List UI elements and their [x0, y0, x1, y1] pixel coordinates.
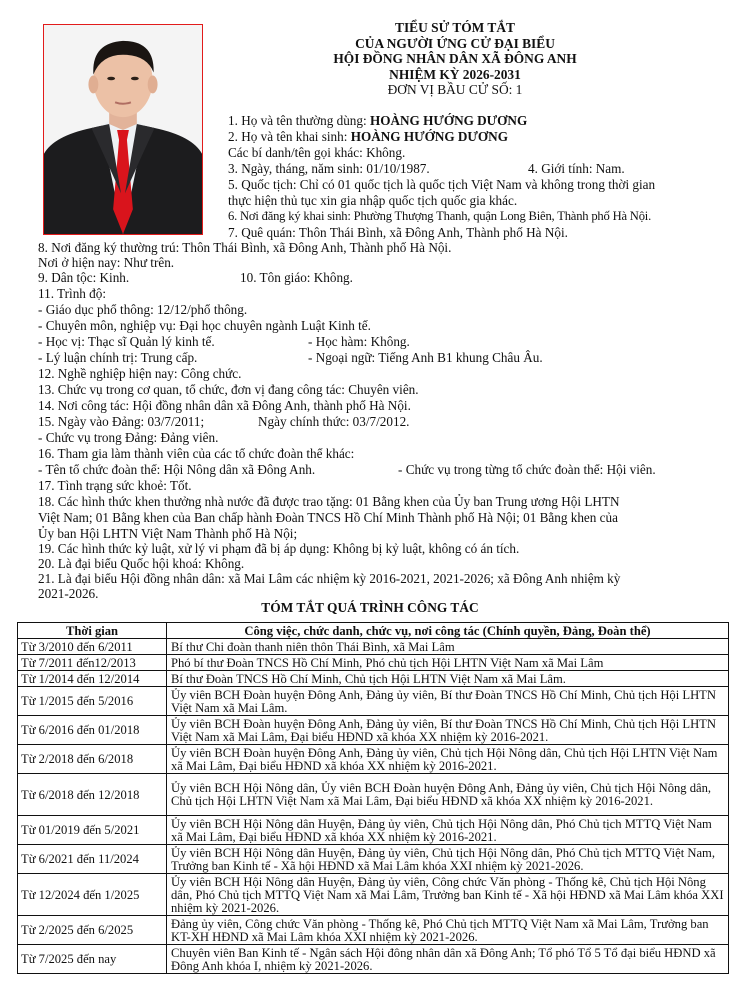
field-health: 17. Tình trạng sức khoẻ: Tốt. [38, 478, 192, 493]
field-organizations-heading: 16. Tham gia làm thành viên của các tổ chức đoàn thể khác: [38, 446, 355, 461]
field-general-education: - Giáo dục phổ thông: 12/12/phổ thông. [38, 302, 248, 317]
row-description: Ủy viên BCH Đoàn huyện Đông Anh, Đảng ủy viên, Chủ tịch Hội Nông dân, Chủ tịch Hội LHTN Việt Nam xã Mai Lâm, Đại biểu HĐND xã khóa XX nhiệm kỳ 2016-2021. [167, 745, 729, 774]
row-description: Ủy viên BCH Đoàn huyện Đông Anh, Đảng ủy viên, Bí thư Đoàn TNCS Hồ Chí Minh, Chủ tịch Hội LHTN Việt Nam xã Mai Lâm. [167, 687, 729, 716]
row-period: Từ 3/2010 đến 6/2011 [18, 639, 167, 655]
table-header-row [18, 623, 729, 639]
row-description: Ủy viên BCH Hội Nông dân Huyện, Đảng ủy viên, Chủ tịch Hội Nông dân, Phó Chủ tịch MTTQ Việt Nam xã Mai Lâm, Đại biểu HĐND xã khóa XX nhiệm kỳ 2016-2021. [167, 816, 729, 845]
work-history-title: TÓM TẮT QUÁ TRÌNH CÔNG TÁC [261, 600, 479, 615]
field-academic-degree: - Học vị: Thạc sĩ Quản lý kinh tế. [38, 334, 215, 349]
field-label: 1. Họ và tên thường dùng: [228, 113, 370, 128]
row-period: Từ 1/2015 đến 5/2016 [18, 687, 167, 716]
field-council-member-line2: 2021-2026. [38, 586, 99, 601]
work-history-table [17, 622, 729, 974]
row-period: Từ 2/2018 đến 6/2018 [18, 745, 167, 774]
table-row [18, 916, 729, 945]
row-description: Đảng ủy viên, Công chức Văn phòng - Thống kê, Phó Chủ tịch MTTQ Việt Nam xã Mai Lâm, Trưởng ban KT-XH HĐND xã Mai Lâm khóa XXI nhiệm kỳ 2021-2026. [167, 916, 729, 945]
table-row [18, 716, 729, 745]
field-discipline: 19. Các hình thức kỷ luật, xử lý vi phạm đã bị áp dụng: Không bị kỷ luật, không có án tích. [38, 541, 520, 556]
row-period: Từ 7/2011 đến12/2013 [18, 655, 167, 671]
field-gender: 4. Giới tính: Nam. [528, 161, 625, 176]
table-row [18, 687, 729, 716]
row-description: Chuyên viên Ban Kinh tế - Ngân sách Hội đông nhân dân xã Đông Anh; Tổ phó Tổ 5 Tổ đại biểu HĐND xã Đông Anh khóa I, nhiệm kỳ 2021-2026. [167, 945, 729, 974]
row-period: Từ 6/2018 đến 12/2018 [18, 774, 167, 816]
row-description: Phó bí thư Đoàn TNCS Hồ Chí Minh, Phó chủ tịch Hội LHTN Việt Nam xã Mai Lâm [167, 655, 729, 671]
row-period: Từ 1/2014 đến 12/2014 [18, 671, 167, 687]
field-party-join-date: 15. Ngày vào Đảng: 03/7/2011; [38, 414, 205, 429]
field-foreign-language: - Ngoại ngữ: Tiếng Anh B1 khung Châu Âu. [308, 350, 543, 365]
table-row [18, 874, 729, 916]
table-row [18, 945, 729, 974]
portrait-illustration [44, 25, 202, 234]
row-period: Từ 2/2025 đến 6/2025 [18, 916, 167, 945]
table-row [18, 671, 729, 687]
row-description: Ủy viên BCH Hội Nông dân, Ủy viên BCH Đoàn huyện Đông Anh, Đảng ủy viên, Chủ tịch Hội Nông dân, Chủ tịch Hội LHTN Việt Nam xã Mai Lâm, Đại biểu HĐND xã khóa XX nhiệm kỳ 2016-2021. [167, 774, 729, 816]
table-row [18, 745, 729, 774]
field-organization-role: - Chức vụ trong từng tổ chức đoàn thể: Hội viên. [398, 462, 656, 477]
table-row [18, 655, 729, 671]
field-occupation: 12. Nghề nghiệp hiện nay: Công chức. [38, 366, 242, 381]
field-party-official-date: Ngày chính thức: 03/7/2012. [258, 414, 410, 429]
field-ethnicity: 9. Dân tộc: Kinh. [38, 270, 130, 285]
column-header-description: Công việc, chức danh, chức vụ, nơi công tác (Chính quyền, Đảng, Đoàn thể) [167, 623, 729, 639]
row-description: Ủy viên BCH Đoàn huyện Đông Anh, Đảng ủy viên, Bí thư Đoàn TNCS Hồ Chí Minh, Chủ tịch Hội LHTN Việt Nam xã Mai Lâm, Đại biểu HĐND xã khóa XX nhiệm kỳ 2016-2021. [167, 716, 729, 745]
field-awards-line1: 18. Các hình thức khen thưởng nhà nước đã được trao tặng: 01 Bằng khen của Ủy ban Trung ương Hội LHTN [38, 494, 620, 509]
field-awards-line3: Ủy ban Hội LHTN Việt Nam Thành phố Hà Nội; [38, 526, 298, 541]
field-education-heading: 11. Trình độ: [38, 286, 107, 301]
table-row [18, 639, 729, 655]
field-religion: 10. Tôn giáo: Không. [240, 270, 353, 285]
field-hometown: 7. Quê quán: Thôn Thái Bình, xã Đông Anh, Thành phố Hà Nội. [228, 225, 568, 240]
candidate-portrait [43, 24, 203, 235]
field-awards-line2: Việt Nam; 01 Bằng khen của Ban chấp hành Đoàn TNCS Hồ Chí Minh Thành phố Hà Nội; 01 Bằng khen của [38, 510, 618, 525]
document-header [240, 20, 670, 98]
doc-title: TIỂU SỬ TÓM TẮT [395, 20, 515, 35]
council-name: HỘI ĐỒNG NHÂN DÂN XÃ ĐÔNG ANH [333, 51, 577, 67]
field-organization-name: - Tên tổ chức đoàn thể: Hội Nông dân xã Đông Anh. [38, 462, 316, 477]
row-period: Từ 01/2019 đến 5/2021 [18, 816, 167, 845]
field-dob: 3. Ngày, tháng, năm sinh: 01/10/1987. [228, 161, 430, 176]
term: NHIỆM KỲ 2026-2031 [389, 66, 521, 82]
field-workplace: 14. Nơi công tác: Hội đồng nhân dân xã Đông Anh, thành phố Hà Nội. [38, 398, 411, 413]
row-description: Bí thư Chi đoàn thanh niên thôn Thái Bình, xã Mai Lâm [167, 639, 729, 655]
common-name-value: HOÀNG HƯỚNG DƯƠNG [369, 113, 528, 128]
electoral-unit: ĐƠN VỊ BẦU CỬ SỐ: 1 [387, 82, 523, 98]
row-period: Từ 6/2016 đến 01/2018 [18, 716, 167, 745]
row-period: Từ 7/2025 đến nay [18, 945, 167, 974]
row-period: Từ 6/2021 đến 11/2024 [18, 845, 167, 874]
birth-name-value: HOÀNG HƯỚNG DƯƠNG [350, 129, 508, 144]
doc-subtitle: CỦA NGƯỜI ỨNG CỬ ĐẠI BIỂU [355, 35, 555, 51]
table-row [18, 816, 729, 845]
row-description: Ủy viên BCH Hội Nông dân Huyện, Đảng ủy viên, Công chức Văn phòng - Thống kê, Chủ tịch Hội Nông dân, Phó Chủ tịch MTTQ Việt Nam xã Mai Lâm, Trưởng ban Kinh tế - Xã hội HĐND xã Mai Lâm khóa XXI nhiệm kỳ 2021-2026. [167, 874, 729, 916]
field-nationality-line2: thực hiện thủ tục xin gia nhập quốc tịch quốc gia khác. [228, 193, 518, 208]
field-academic-title: - Học hàm: Không. [308, 334, 410, 349]
row-period: Từ 12/2024 đến 1/2025 [18, 874, 167, 916]
field-birth-registration: 6. Nơi đăng ký khai sinh: Phường Thượng Thanh, quận Long Biên, Thành phố Hà Nội. [228, 209, 652, 223]
row-description: Bí thư Đoàn TNCS Hồ Chí Minh, Chủ tịch Hội LHTN Việt Nam xã Mai Lâm. [167, 671, 729, 687]
field-common-name [228, 113, 527, 128]
field-label: 2. Họ và tên khai sinh: [228, 129, 351, 144]
field-position: 13. Chức vụ trong cơ quan, tổ chức, đơn vị đang công tác: Chuyên viên. [38, 382, 419, 397]
field-party-role: - Chức vụ trong Đảng: Đảng viên. [38, 430, 219, 445]
field-permanent-residence: 8. Nơi đăng ký thường trú: Thôn Thái Bình, xã Đông Anh, Thành phố Hà Nội. [38, 240, 452, 255]
field-alias: Các bí danh/tên gọi khác: Không. [228, 145, 406, 160]
table-row [18, 845, 729, 874]
field-council-member-line1: 21. Là đại biểu Hội đồng nhân dân: xã Mai Lâm các nhiệm kỳ 2016-2021, 2021-2026; xã Đông Anh nhiệm kỳ [38, 571, 621, 586]
field-current-residence: Nơi ở hiện nay: Như trên. [38, 255, 175, 270]
field-specialization: - Chuyên môn, nghiệp vụ: Đại học chuyên ngành Luật Kinh tế. [38, 318, 371, 333]
table-row [18, 774, 729, 816]
field-nationality-line1: 5. Quốc tịch: Chỉ có 01 quốc tịch là quốc tịch Việt Nam và không trong thời gian [228, 177, 656, 192]
field-birth-name [228, 129, 508, 144]
field-national-assembly: 20. Là đại biểu Quốc hội khoá: Không. [38, 556, 245, 571]
column-header-period: Thời gian [18, 623, 167, 639]
field-political-theory: - Lý luận chính trị: Trung cấp. [38, 350, 198, 365]
row-description: Ủy viên BCH Hội Nông dân Huyện, Đảng ủy viên, Chủ tịch Hội Nông dân, Phó Chủ tịch MTTQ Việt Nam, Trưởng ban Kinh tế - Xã hội HĐND xã Mai Lâm khóa XXI nhiệm kỳ 2021-2026. [167, 845, 729, 874]
